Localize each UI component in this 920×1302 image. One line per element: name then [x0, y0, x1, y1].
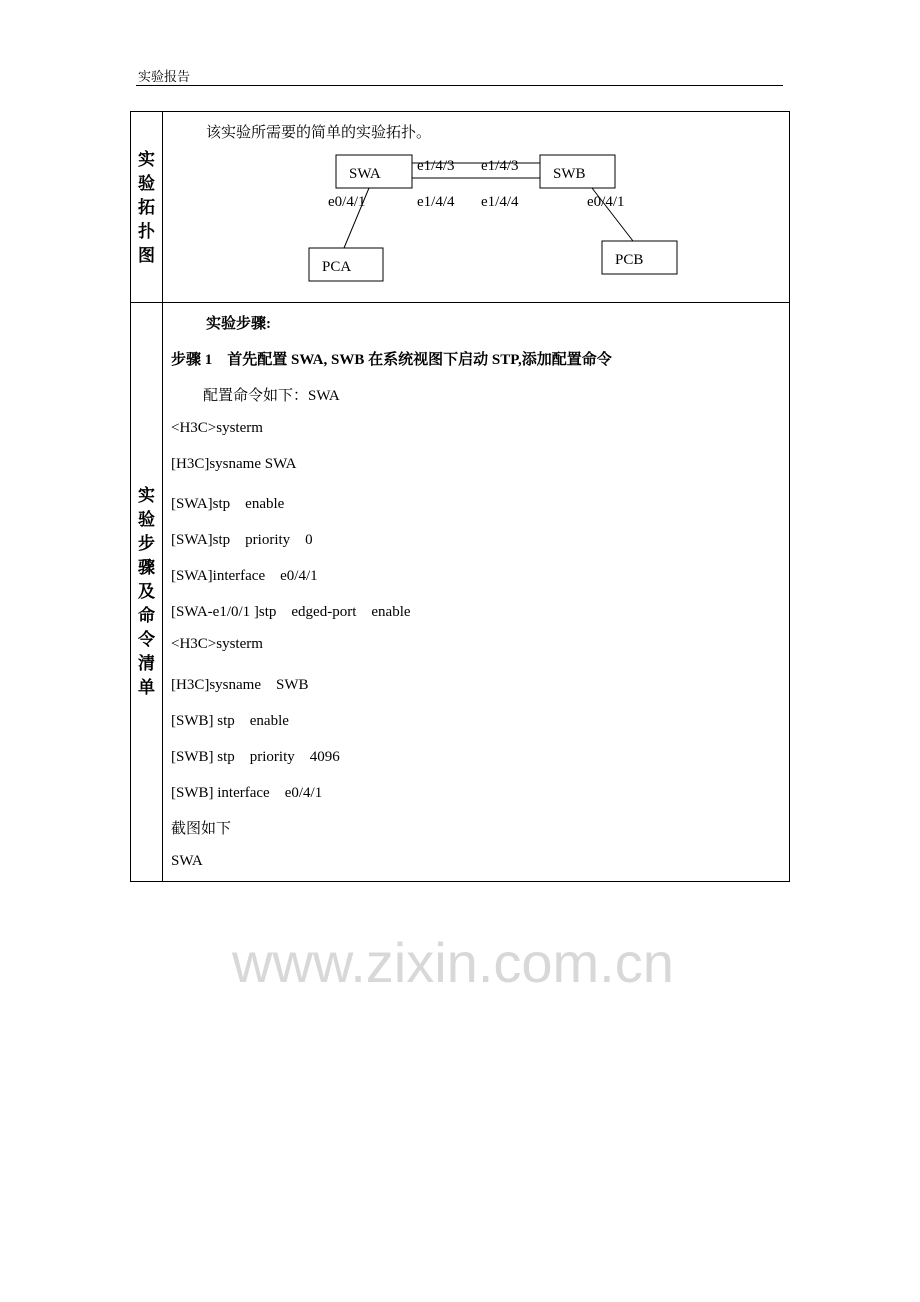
port-label: e0/4/1	[587, 194, 625, 210]
command-line: [SWA]stp priority 0	[171, 532, 313, 548]
step-1: 步骤 1 首先配置 SWA, SWB 在系统视图下启动 STP,添加配置命令	[171, 352, 612, 368]
port-label: e1/4/4	[481, 194, 519, 210]
node-pcb-label: PCB	[615, 252, 644, 268]
command-line: [SWA]stp enable	[171, 496, 285, 512]
node-swb-label: SWB	[553, 166, 586, 182]
command-line: <H3C>systerm	[171, 420, 263, 436]
page-header: 实验报告	[138, 69, 191, 84]
command-line: 截图如下	[171, 821, 232, 837]
command-line: 配置命令如下：SWA	[203, 388, 340, 404]
command-line: [SWB] stp enable	[171, 713, 289, 729]
node-pca-label: PCA	[322, 259, 352, 275]
command-line: <H3C>systerm	[171, 636, 263, 652]
row-label-steps: 实验步骤及命令清单	[138, 486, 155, 697]
topology-intro: 该实验所需要的简单的实验拓扑。	[206, 125, 432, 141]
port-label: e1/4/3	[417, 158, 455, 174]
command-line: [H3C]sysname SWA	[171, 456, 297, 472]
port-label: e1/4/3	[481, 158, 519, 174]
command-line: [SWB] stp priority 4096	[171, 749, 340, 765]
port-label: e0/4/1	[328, 194, 366, 210]
command-line: [H3C]sysname SWB	[171, 677, 309, 693]
command-line: [SWB] interface e0/4/1	[171, 785, 323, 801]
command-line: SWA	[171, 853, 203, 869]
command-line: [SWA]interface e0/4/1	[171, 568, 318, 584]
port-label: e1/4/4	[417, 194, 455, 210]
row-label-topology: 实验拓扑图	[138, 150, 155, 265]
watermark: www.zixin.com.cn	[232, 931, 674, 994]
command-line: [SWA-e1/0/1 ]stp edged-port enable	[171, 604, 411, 620]
steps-title: 实验步骤:	[206, 316, 271, 332]
node-swa-label: SWA	[349, 166, 381, 182]
